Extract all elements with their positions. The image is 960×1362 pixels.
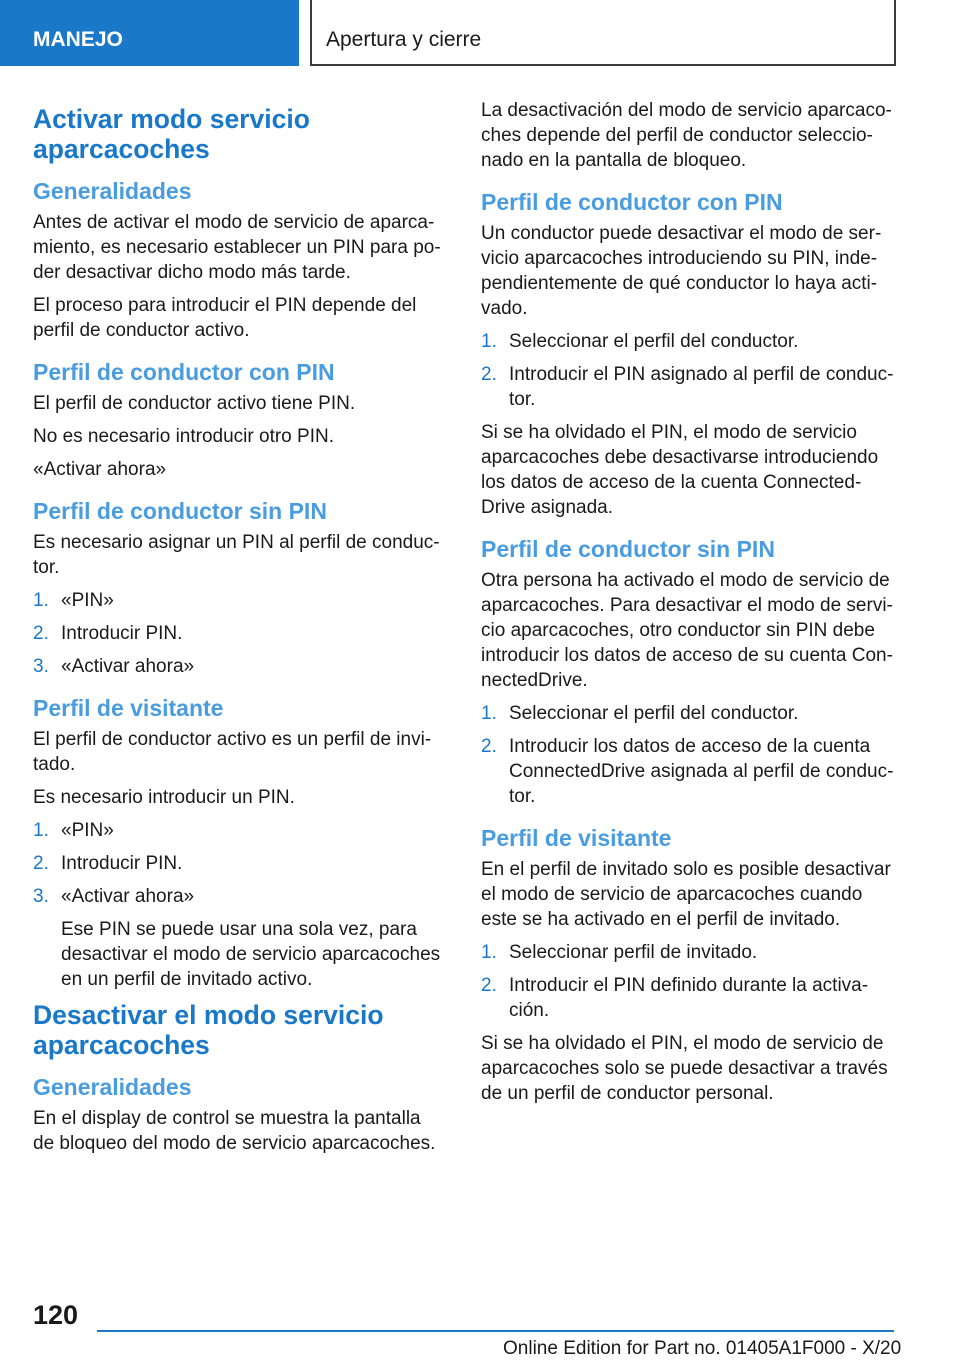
right-visitor-profile-paragraph-1: En el perfil de invitado solo es posible desactivar el modo de servicio de aparcacoches cuando este se ha activado en el perfil de invitado.: [481, 859, 891, 930]
general-heading: Generalidades: [33, 178, 192, 204]
right-column: [481, 98, 895, 1114]
footer-divider: [97, 1330, 894, 1332]
list-item: [481, 701, 895, 726]
step-number: 1.: [481, 942, 497, 963]
step-text: Seleccionar el perfil del conductor.: [509, 703, 799, 724]
list-item: [33, 851, 447, 876]
general-heading-2: Generalidades: [33, 1074, 192, 1100]
list-item: [481, 973, 895, 1023]
step-note: Ese PIN se puede usar una sola vez, para desactivar el modo de servicio aparcacoches en un perfil de invitado activo.: [61, 919, 441, 990]
list-item: [33, 654, 447, 679]
footer-edition: Online Edition for Part no. 01405A1F000 - X/20: [503, 1338, 902, 1359]
general-paragraph-1: Antes de activar el modo de servicio de aparcamiento, es necesario establecer un PIN para poder desactivar dicho modo más tarde.: [33, 212, 441, 283]
step-text: Introducir el PIN definido durante la activación.: [509, 975, 869, 1021]
step-number: 3.: [33, 656, 49, 677]
step-number: 2.: [33, 853, 49, 874]
deactivate-valet-title: Desactivar el modo servicio aparcacoches: [33, 1000, 384, 1060]
list-item: [481, 329, 895, 354]
step-number: 2.: [481, 736, 497, 757]
step-number: 1.: [33, 590, 49, 611]
right-driver-with-pin-steps: [481, 329, 895, 412]
visitor-profile-heading: Perfil de visitante: [33, 695, 224, 721]
step-number: 1.: [33, 820, 49, 841]
driver-with-pin-heading: Perfil de conductor con PIN: [33, 359, 335, 385]
general-paragraph-2: El proceso para introducir el PIN depende del perfil de conductor activo.: [33, 295, 417, 341]
left-column: [33, 98, 447, 1164]
step-text: «Activar ahora»: [61, 656, 195, 677]
step-number: 2.: [481, 364, 497, 385]
step-text: Seleccionar perfil de invitado.: [509, 942, 758, 963]
list-item: [481, 734, 895, 809]
step-text: Introducir el PIN asignado al perfil de conductor.: [509, 364, 894, 410]
driver-with-pin-paragraph-2: No es necesario introducir otro PIN.: [33, 426, 334, 447]
step-number: 3.: [33, 886, 49, 907]
right-driver-without-pin-steps: [481, 701, 895, 809]
driver-with-pin-paragraph-3: «Activar ahora»: [33, 459, 167, 480]
right-driver-without-pin-heading: Perfil de conductor sin PIN: [481, 536, 775, 562]
activate-valet-title: Activar modo servicio aparcacoches: [33, 104, 310, 164]
step-text: «PIN»: [61, 590, 114, 611]
driver-with-pin-paragraph-1: El perfil de conductor activo tiene PIN.: [33, 393, 356, 414]
right-visitor-profile-paragraph-2: Si se ha olvidado el PIN, el modo de servicio de aparcacoches solo se puede desactivar a través de un perfil de conductor personal.: [481, 1033, 888, 1104]
chapter-label: MANEJO: [0, 0, 299, 66]
visitor-profile-steps: [33, 818, 447, 992]
right-driver-with-pin-paragraph-1: Un conductor puede desactivar el modo de servicio aparcacoches introduciendo su PIN, independientemente de qué conductor lo haya activado.: [481, 223, 882, 319]
section-label: Apertura y cierre: [310, 0, 896, 66]
step-number: 2.: [33, 623, 49, 644]
visitor-profile-paragraph-2: Es necesario introducir un PIN.: [33, 787, 295, 808]
visitor-profile-paragraph-1: El perfil de conductor activo es un perfil de invitado.: [33, 729, 432, 775]
right-driver-with-pin-heading: Perfil de conductor con PIN: [481, 189, 783, 215]
right-driver-with-pin-paragraph-2: Si se ha olvidado el PIN, el modo de servicio aparcacoches debe desactivarse introduciendo los datos de acceso de la cuenta ConnectedDrive asignada.: [481, 422, 879, 518]
right-visitor-profile-steps: [481, 940, 895, 1023]
step-text: Seleccionar el perfil del conductor.: [509, 331, 799, 352]
step-text: Introducir los datos de acceso de la cuenta ConnectedDrive asignada al perfil de conductor.: [509, 736, 894, 807]
list-item: [33, 621, 447, 646]
step-text: Introducir PIN.: [61, 623, 183, 644]
step-text: «PIN»: [61, 820, 114, 841]
step-number: 2.: [481, 975, 497, 996]
list-item: [33, 588, 447, 613]
driver-without-pin-heading: Perfil de conductor sin PIN: [33, 498, 327, 524]
list-item: [33, 818, 447, 843]
list-item: [33, 884, 447, 992]
step-number: 1.: [481, 703, 497, 724]
driver-without-pin-paragraph: Es necesario asignar un PIN al perfil de conductor.: [33, 532, 440, 578]
page-number: 120: [33, 1300, 79, 1330]
step-text: Introducir PIN.: [61, 853, 183, 874]
right-visitor-profile-heading: Perfil de visitante: [481, 825, 672, 851]
deactivation-intro-paragraph: La desactivación del modo de servicio aparcacoches depende del perfil de conductor seleccionado en la pantalla de bloqueo.: [481, 100, 892, 171]
step-number: 1.: [481, 331, 497, 352]
right-driver-without-pin-paragraph: Otra persona ha activado el modo de servicio de aparcacoches. Para desactivar el modo de servicio aparcacoches, otro conductor sin PIN debe introducir los datos de acceso de su cuenta ConnectedDrive.: [481, 570, 893, 691]
page-header: [0, 0, 960, 66]
list-item: [481, 362, 895, 412]
general-2-paragraph: En el display de control se muestra la pantalla de bloqueo del modo de servicio aparcacoches.: [33, 1108, 436, 1154]
driver-without-pin-steps: [33, 588, 447, 679]
list-item: [481, 940, 895, 965]
step-text: «Activar ahora»: [61, 886, 195, 907]
